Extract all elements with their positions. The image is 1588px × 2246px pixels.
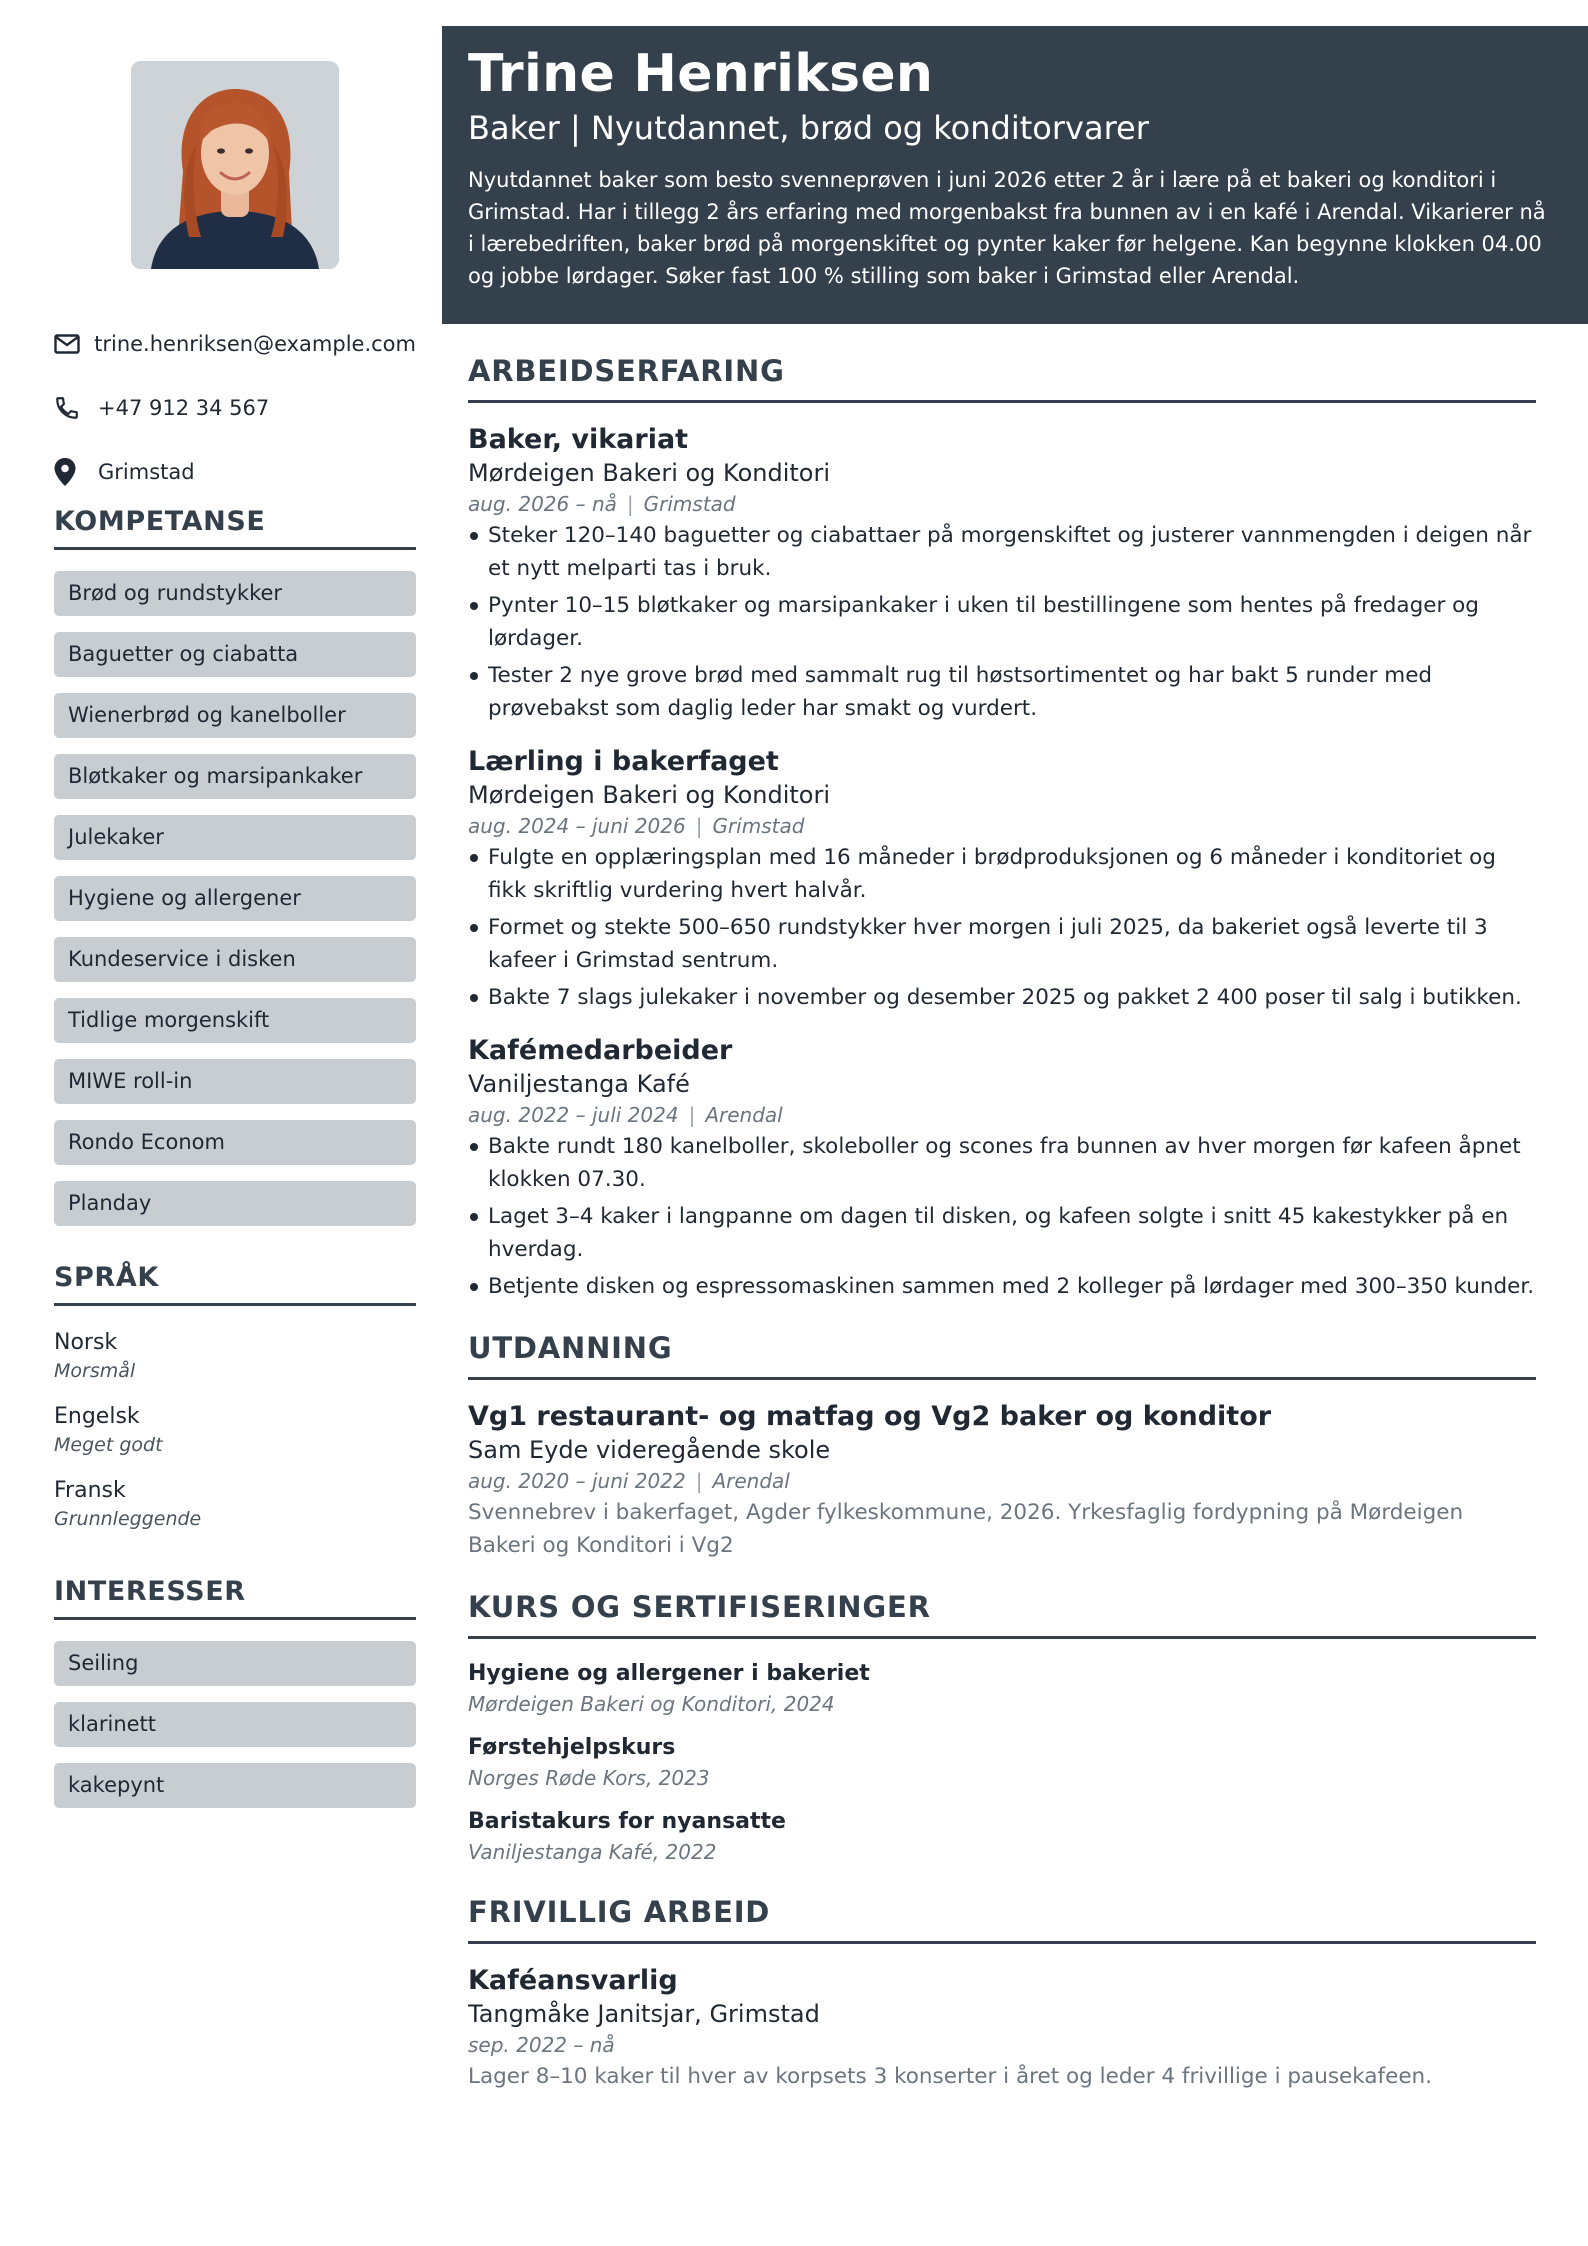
language-level: Morsmål — [54, 1360, 136, 1382]
job-entry — [468, 1034, 1536, 1303]
education-place: Arendal — [712, 1469, 790, 1493]
skill-chip: MIWE roll-in — [54, 1059, 416, 1104]
contact-email[interactable] — [54, 312, 416, 376]
skill-chip: Wienerbrød og kanelboller — [54, 693, 416, 738]
profile-photo — [131, 61, 339, 269]
email-text: trine.henriksen@example.com — [94, 332, 416, 356]
education-title: Vg1 restaurant- og matfag og Vg2 baker og konditor — [468, 1401, 1272, 1432]
phone-text: +47 912 34 567 — [98, 396, 270, 420]
skills-heading: KOMPETANSE — [54, 506, 416, 550]
bullet-item: Bakte rundt 180 kanelboller, skoleboller og scones fra bunnen av hver morgen før kafeen åpnet klokken 07.30. — [468, 1130, 1536, 1196]
skill-chip: Rondo Econom — [54, 1120, 416, 1165]
skill-chip: Bløtkaker og marsipankaker — [54, 754, 416, 799]
job-employer: Vaniljestanga Kafé — [468, 1070, 690, 1098]
job-meta — [468, 489, 1536, 519]
main-content — [468, 352, 1536, 2119]
job-place: Arendal — [705, 1103, 783, 1127]
volunteer-org: Tangmåke Janitsjar, Grimstad — [468, 2000, 820, 2028]
volunteer-entry — [468, 1964, 1536, 2093]
bullet-item: Betjente disken og espressomaskinen sammen med 2 kolleger på lørdager med 300–350 kunder. — [468, 1270, 1536, 1303]
job-employer: Mørdeigen Bakeri og Konditori — [468, 781, 831, 809]
certifications-heading: KURS OG SERTIFISERINGER — [468, 1588, 1536, 1639]
bullet-item: Formet og stekte 500–650 rundstykker hver morgen i juli 2025, da bakeriet også leverte til 3 kafeer i Grimstad sentrum. — [468, 911, 1536, 977]
contact-info — [54, 312, 416, 504]
job-dates: aug. 2026 – nå — [468, 492, 617, 516]
bullet-item: Bakte 7 slags julekaker i november og desember 2025 og pakket 2 400 poser til salg i butikken. — [468, 981, 1536, 1014]
bullet-item: Laget 3–4 kaker i langpanne om dagen til disken, og kafeen solgte i snitt 45 kakestykker på en hverdag. — [468, 1200, 1536, 1266]
language-name: Norsk — [54, 1330, 118, 1355]
skill-chip: Julekaker — [54, 815, 416, 860]
location-pin-icon — [54, 457, 84, 487]
education-heading: UTDANNING — [468, 1329, 1536, 1380]
experience-heading: ARBEIDSERFARING — [468, 352, 1536, 403]
skill-chip: Planday — [54, 1181, 416, 1226]
job-title-headline: Baker | Nyutdannet, brød og konditorvarer — [468, 109, 1149, 147]
language-item — [54, 1476, 416, 1532]
interest-chip: kakepynt — [54, 1763, 416, 1808]
languages-list — [54, 1328, 416, 1532]
certification-meta: Mørdeigen Bakeri og Konditori, 2024 — [468, 1692, 835, 1716]
job-place: Grimstad — [643, 492, 736, 516]
language-name: Fransk — [54, 1478, 126, 1503]
certification-title: Baristakurs for nyansatte — [468, 1809, 786, 1834]
bullet-item: Pynter 10–15 bløtkaker og marsipankaker i uken til bestillingene som hentes på fredager og lørdager. — [468, 589, 1536, 655]
job-entry — [468, 745, 1536, 1014]
job-employer: Mørdeigen Bakeri og Konditori — [468, 459, 831, 487]
skills-section — [54, 506, 416, 1242]
certification-title: Hygiene og allergener i bakeriet — [468, 1661, 870, 1686]
education-dates: aug. 2020 – juni 2022 — [468, 1469, 686, 1493]
profile-summary: Nyutdannet baker som besto svenneprøven i juni 2026 etter 2 år i lære på et bakeri og konditori i Grimstad. Har i tillegg 2 års erfaring med morgenbakst fra bunnen av i en kafé i Arendal. Vikarierer nå i lærebedriften, baker brød på morgenskiftet og pynter kaker før helgene. Kan begynne klokken 04.00 og jobbe lørdager. Søker fast 100 % stilling som baker i Grimstad eller Arendal. — [468, 168, 1546, 288]
skill-chip: Baguetter og ciabatta — [54, 632, 416, 677]
certification-item — [468, 1659, 1536, 1719]
job-bullets — [468, 519, 1536, 725]
volunteer-note: Lager 8–10 kaker til hver av korpsets 3 konserter i året og leder 4 frivillige i pausekafeen. — [468, 2064, 1433, 2089]
phone-icon — [54, 393, 84, 423]
education-school: Sam Eyde videregående skole — [468, 1436, 831, 1464]
job-bullets — [468, 841, 1536, 1014]
languages-heading: SPRÅK — [54, 1262, 416, 1306]
interests-section — [54, 1576, 416, 1824]
certification-title: Førstehjelpskurs — [468, 1735, 676, 1760]
languages-section — [54, 1262, 416, 1550]
job-place: Grimstad — [712, 814, 805, 838]
contact-phone[interactable] — [54, 376, 416, 440]
language-item — [54, 1402, 416, 1458]
skills-list — [54, 571, 416, 1226]
language-item — [54, 1328, 416, 1384]
volunteer-section — [468, 1893, 1536, 2093]
job-meta — [468, 811, 1536, 841]
header-banner — [442, 26, 1588, 324]
job-dates: aug. 2024 – juni 2026 — [468, 814, 686, 838]
meta-separator: | — [626, 492, 634, 516]
education-section — [468, 1329, 1536, 1562]
education-meta — [468, 1466, 1536, 1496]
job-bullets — [468, 1130, 1536, 1303]
certification-meta: Vaniljestanga Kafé, 2022 — [468, 1840, 717, 1864]
meta-separator: | — [688, 1103, 696, 1127]
bullet-item: Fulgte en opplæringsplan med 16 måneder i brødproduksjonen og 6 måneder i konditoriet og fikk skriftlig vurdering hvert halvår. — [468, 841, 1536, 907]
person-name: Trine Henriksen — [468, 44, 934, 104]
job-entry — [468, 423, 1536, 725]
education-note: Svennebrev i bakerfaget, Agder fylkeskommune, 2026. Yrkesfaglig fordypning på Mørdeigen Bakeri og Konditori i Vg2 — [468, 1500, 1464, 1558]
job-meta — [468, 1100, 1536, 1130]
certification-meta: Norges Røde Kors, 2023 — [468, 1766, 710, 1790]
location-text: Grimstad — [98, 460, 195, 484]
experience-section — [468, 352, 1536, 1303]
skill-chip: Hygiene og allergener — [54, 876, 416, 921]
bullet-item: Steker 120–140 baguetter og ciabattaer på morgenskiftet og justerer vannmengden i deigen når et nytt melparti tas i bruk. — [468, 519, 1536, 585]
language-level: Grunnleggende — [54, 1508, 202, 1530]
bullet-item: Tester 2 nye grove brød med sammalt rug til høstsortimentet og har bakt 5 runder med prøvebakst som daglig leder har smakt og vurdert. — [468, 659, 1536, 725]
interest-chip: Seiling — [54, 1641, 416, 1686]
meta-separator: | — [695, 1469, 703, 1493]
education-entry — [468, 1400, 1536, 1562]
certification-item — [468, 1807, 1536, 1867]
language-name: Engelsk — [54, 1404, 140, 1429]
job-title: Baker, vikariat — [468, 424, 689, 455]
language-level: Meget godt — [54, 1434, 163, 1456]
skill-chip: Tidlige morgenskift — [54, 998, 416, 1043]
skill-chip: Brød og rundstykker — [54, 571, 416, 616]
certification-item — [468, 1733, 1536, 1793]
certifications-section — [468, 1588, 1536, 1867]
interests-list — [54, 1641, 416, 1808]
mail-icon — [54, 329, 80, 359]
volunteer-title: Kaféansvarlig — [468, 1965, 678, 1996]
job-dates: aug. 2022 – juli 2024 — [468, 1103, 679, 1127]
meta-separator: | — [695, 814, 703, 838]
volunteer-dates: sep. 2022 – nå — [468, 2033, 615, 2057]
skill-chip: Kundeservice i disken — [54, 937, 416, 982]
volunteer-heading: FRIVILLIG ARBEID — [468, 1893, 1536, 1944]
job-title: Lærling i bakerfaget — [468, 746, 779, 777]
contact-location — [54, 440, 416, 504]
job-title: Kafémedarbeider — [468, 1035, 733, 1066]
interest-chip: klarinett — [54, 1702, 416, 1747]
interests-heading: INTERESSER — [54, 1576, 416, 1620]
